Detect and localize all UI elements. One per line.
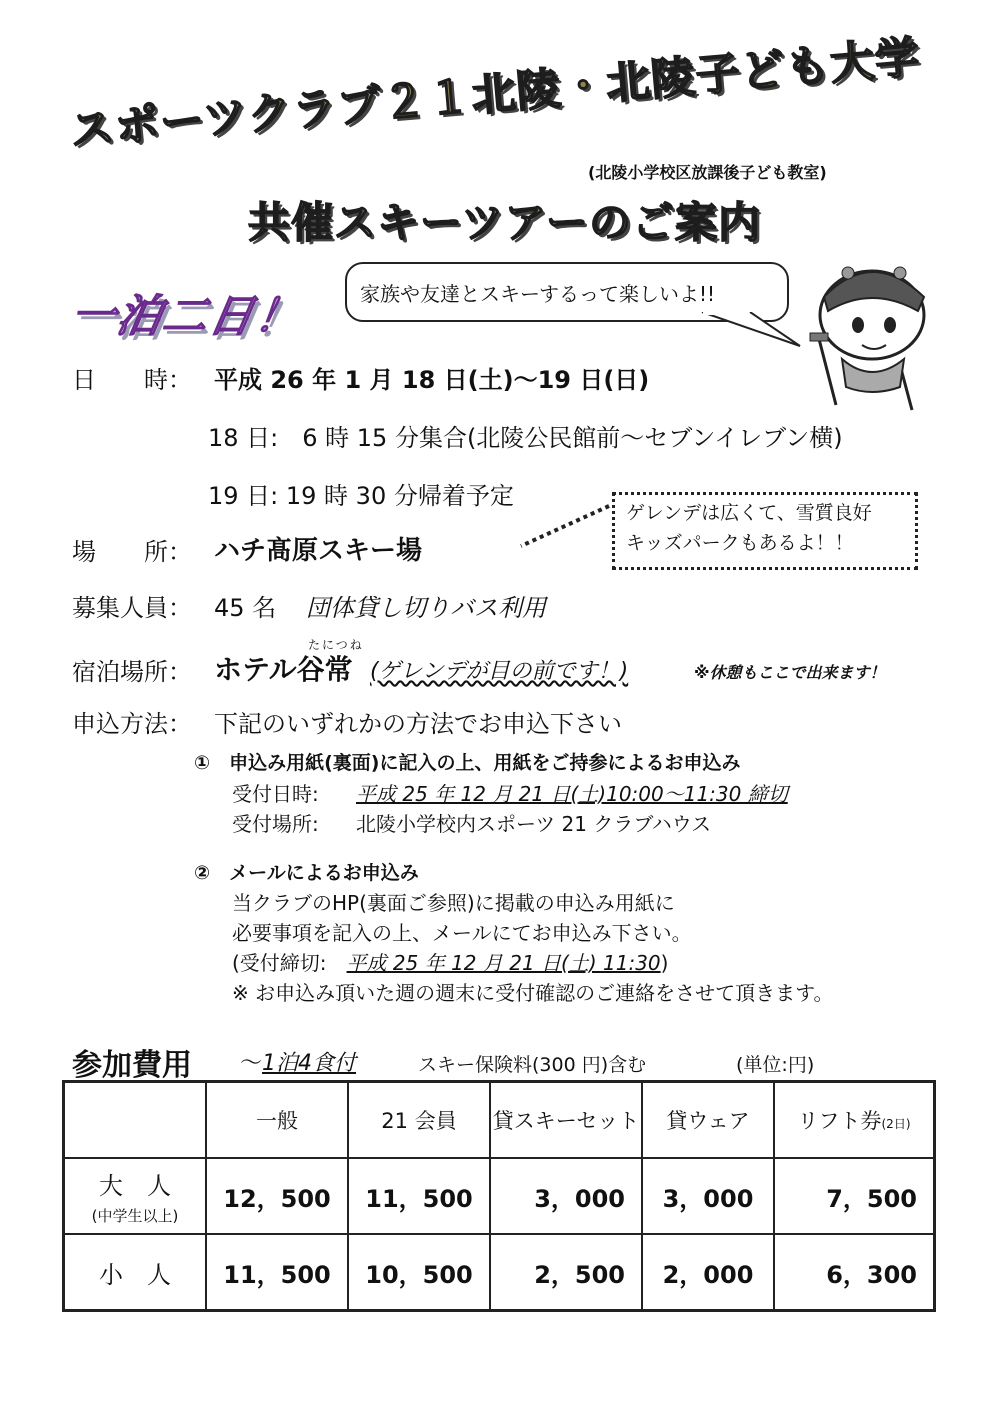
fee-table — [62, 1080, 936, 1312]
schedule-day2: 19 日: 19 時 30 分帰着予定 — [208, 482, 514, 510]
place-value: ハチ髙原スキー場 — [214, 536, 423, 566]
lodging-label: 宿泊場所： — [72, 658, 192, 686]
fee-header-ski-rental: 貸スキーセット — [490, 1082, 642, 1159]
table-row — [64, 1234, 935, 1311]
fees-title: 参加費用 — [72, 1048, 192, 1083]
fees-subtitle-text: 1泊4食付 — [262, 1051, 357, 1076]
method2-line1: 当クラブのHP(裏面ご参照)に掲載の申込み用紙に — [232, 891, 675, 915]
callout-line2: キッズパークもあるよ！！ — [626, 532, 854, 554]
table-row — [64, 1158, 935, 1234]
fee-header-lift — [774, 1082, 935, 1159]
place-label: 場 所： — [72, 538, 192, 566]
speech-bubble-tail — [700, 312, 810, 352]
callout-line1: ゲレンデは広くて、雪質良好 — [626, 502, 872, 524]
fee-cell: 7，500 — [774, 1158, 935, 1234]
apply-value: 下記のいずれかの方法でお申込下さい — [214, 710, 622, 738]
fees-subtitle: ～1泊4食付 — [240, 1051, 357, 1076]
lodging-note: (ゲレンデが目の前です！) — [370, 659, 629, 684]
title-line2: 共催スキーツアーのご案内 — [248, 198, 762, 247]
method2-deadline-prefix: (受付締切: — [232, 951, 347, 975]
lodging-value: ホテル谷常 — [214, 653, 353, 686]
method2-line2: 必要事項を記入の上、メールにてお申込み下さい。 — [232, 921, 692, 945]
method2-deadline — [232, 947, 668, 976]
method2-note: ※ お申込み頂いた週の週末に受付確認のご連絡をさせて頂きます。 — [232, 981, 834, 1005]
method1-date-label: 受付日時: — [232, 782, 319, 806]
fee-header-wear-rental: 貸ウェア — [642, 1082, 774, 1159]
fee-row-label-text: 小 人 — [99, 1260, 171, 1289]
fee-cell: 3，000 — [642, 1158, 774, 1234]
fee-row-label-text: 大 人 — [99, 1172, 171, 1200]
fee-row-label-sub: (中学生以上) — [91, 1207, 179, 1225]
fee-cell: 2，000 — [642, 1234, 774, 1311]
method1-place-label: 受付場所: — [232, 812, 319, 836]
title-subtitle: (北陵小学校区放課後子ども教室) — [588, 163, 827, 182]
method2-title: ② メールによるお申込み — [194, 862, 419, 884]
lodging-ruby: たにつね — [308, 638, 364, 652]
lodging-rest: ※休憩もここで出来ます！ — [694, 663, 886, 682]
fee-header-empty — [64, 1082, 207, 1159]
fee-row-label — [64, 1158, 207, 1234]
schedule-label: 日 時： — [72, 366, 192, 394]
method1-date-value: 平成 25 年 12 月 21 日(土)10:00～11:30 締切 — [356, 782, 788, 806]
capacity-label: 募集人員： — [72, 594, 192, 622]
capacity-note: 団体貸し切りバス利用 — [306, 594, 546, 622]
fee-cell: 3，000 — [490, 1158, 642, 1234]
fees-unit: (単位:円) — [736, 1054, 815, 1076]
schedule-day1: 18 日: 6 時 15 分集合(北陵公民館前～セブンイレブン横) — [208, 424, 843, 452]
fee-cell: 10，500 — [348, 1234, 490, 1311]
fee-cell: 12，500 — [206, 1158, 348, 1234]
method2-deadline-value: 平成 25 年 12 月 21 日(土) 11:30 — [346, 951, 661, 975]
title-line1: スポーツクラブ２１北陵・北陵子ども大学 — [68, 31, 923, 157]
schedule-value: 平成 26 年 1 月 18 日(土)～19 日(日) — [214, 366, 650, 394]
fee-header-member: 21 会員 — [348, 1082, 490, 1159]
fee-cell: 11，500 — [348, 1158, 490, 1234]
speech-bubble-text: 家族や友達とスキーするって楽しいよ!! — [360, 282, 716, 306]
method1-title: ① 申込み用紙(裏面)に記入の上、用紙をご持参によるお申込み — [194, 752, 741, 774]
fee-header-lift-suffix: (2日) — [881, 1117, 911, 1131]
method1-place-value: 北陵小学校内スポーツ 21 クラブハウス — [356, 812, 712, 836]
fee-header-general: 一般 — [206, 1082, 348, 1159]
fee-cell: 6，300 — [774, 1234, 935, 1311]
fee-row-label — [64, 1234, 207, 1311]
overnight-badge: 一泊二日！ — [66, 291, 306, 342]
apply-label: 申込方法： — [72, 710, 192, 738]
fee-header-lift-label: リフト券 — [797, 1109, 882, 1133]
callout-pointer — [515, 500, 615, 550]
fee-table-header — [64, 1082, 935, 1159]
skier-mascot-icon — [800, 255, 940, 415]
fee-cell: 2，500 — [490, 1234, 642, 1311]
method2-deadline-suffix: ) — [660, 951, 669, 975]
fee-cell: 11，500 — [206, 1234, 348, 1311]
capacity-value: 45 名 — [214, 594, 277, 622]
fees-note: スキー保険料(300 円)含む — [418, 1054, 647, 1076]
